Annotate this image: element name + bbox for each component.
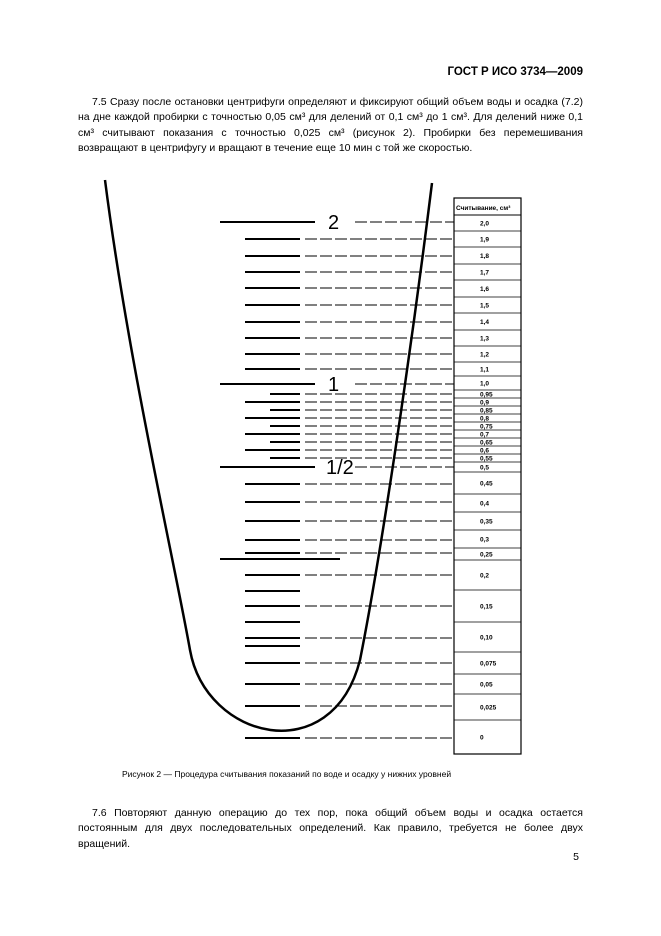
reading-table <box>454 198 521 754</box>
reading-table-rows <box>454 221 521 755</box>
page-number: 5 <box>573 851 579 863</box>
reading-value: 1,2 <box>480 351 490 359</box>
paragraph-7-6: 7.6 Повторяют данную операцию до тех пор, пока общий объем воды и осадка остается постоянным для двух последовательных определений. Как правило, требуется не более двух вращений. <box>78 807 583 850</box>
reading-table-header: Считывание, см³ <box>456 205 511 212</box>
reading-value: 0,7 <box>480 431 490 439</box>
reading-value: 0 <box>480 734 484 742</box>
major-scale-label: 1/2 <box>326 457 354 479</box>
reading-value: 1,7 <box>480 269 490 277</box>
reading-value: 1,0 <box>480 380 490 388</box>
reading-value: 0,9 <box>480 399 490 407</box>
reading-value: 0,025 <box>480 704 497 712</box>
reading-value: 0,2 <box>480 572 490 580</box>
reading-value: 2,0 <box>480 220 490 228</box>
scale-ticks <box>220 222 454 738</box>
reading-value: 0,05 <box>480 681 493 689</box>
reading-value: 1,5 <box>480 302 490 310</box>
reading-value: 0,075 <box>480 660 497 668</box>
reading-value: 0,10 <box>480 634 493 642</box>
reading-value: 0,3 <box>480 536 490 544</box>
figure-caption: Рисунок 2 — Процедура считывания показаний по воде и осадку у нижних уровней <box>122 769 452 779</box>
reading-value: 0,5 <box>480 464 490 472</box>
major-scale-label: 1 <box>328 374 340 396</box>
paragraph-7-5: 7.5 Сразу после остановки центрифуги определяют и фиксируют общий объем воды и осадка (7.2) на дне каждой пробирки с точностью 0,05 см³ для делений от 0,1 см³ до 1 см³. Для делений ниже 0,1 см³ считывают показания с точностью 0,025 см³ (рисунок 2). Пробирки без перемешивания возвращают в центрифугу и вращают в течение еще 10 мин с той же скоростью. <box>78 96 583 154</box>
reading-value: 0,6 <box>480 447 490 455</box>
reading-value: 0,45 <box>480 480 493 488</box>
reading-value: 1,3 <box>480 335 490 343</box>
reading-value: 1,1 <box>480 366 490 374</box>
scale-major-labels <box>326 212 354 479</box>
reading-value: 0,15 <box>480 603 493 611</box>
reading-value: 0,25 <box>480 551 493 559</box>
reading-value: 1,9 <box>480 236 490 244</box>
tube-outline <box>105 180 432 731</box>
reading-value: 0,55 <box>480 455 493 463</box>
reading-value: 1,6 <box>480 286 490 293</box>
major-scale-label: 2 <box>328 212 340 234</box>
reading-value: 1,4 <box>480 319 490 326</box>
reading-value: 0,8 <box>480 415 490 423</box>
reading-value: 0,95 <box>480 391 493 399</box>
reading-value: 0,75 <box>480 423 493 431</box>
document-header: ГОСТ Р ИСО 3734—2009 <box>447 66 583 78</box>
reading-value: 1,8 <box>480 253 490 260</box>
reading-value: 0,85 <box>480 407 493 415</box>
reading-value: 0,35 <box>480 518 493 526</box>
reading-value: 0,4 <box>480 500 490 508</box>
reading-value: 0,65 <box>480 439 493 447</box>
